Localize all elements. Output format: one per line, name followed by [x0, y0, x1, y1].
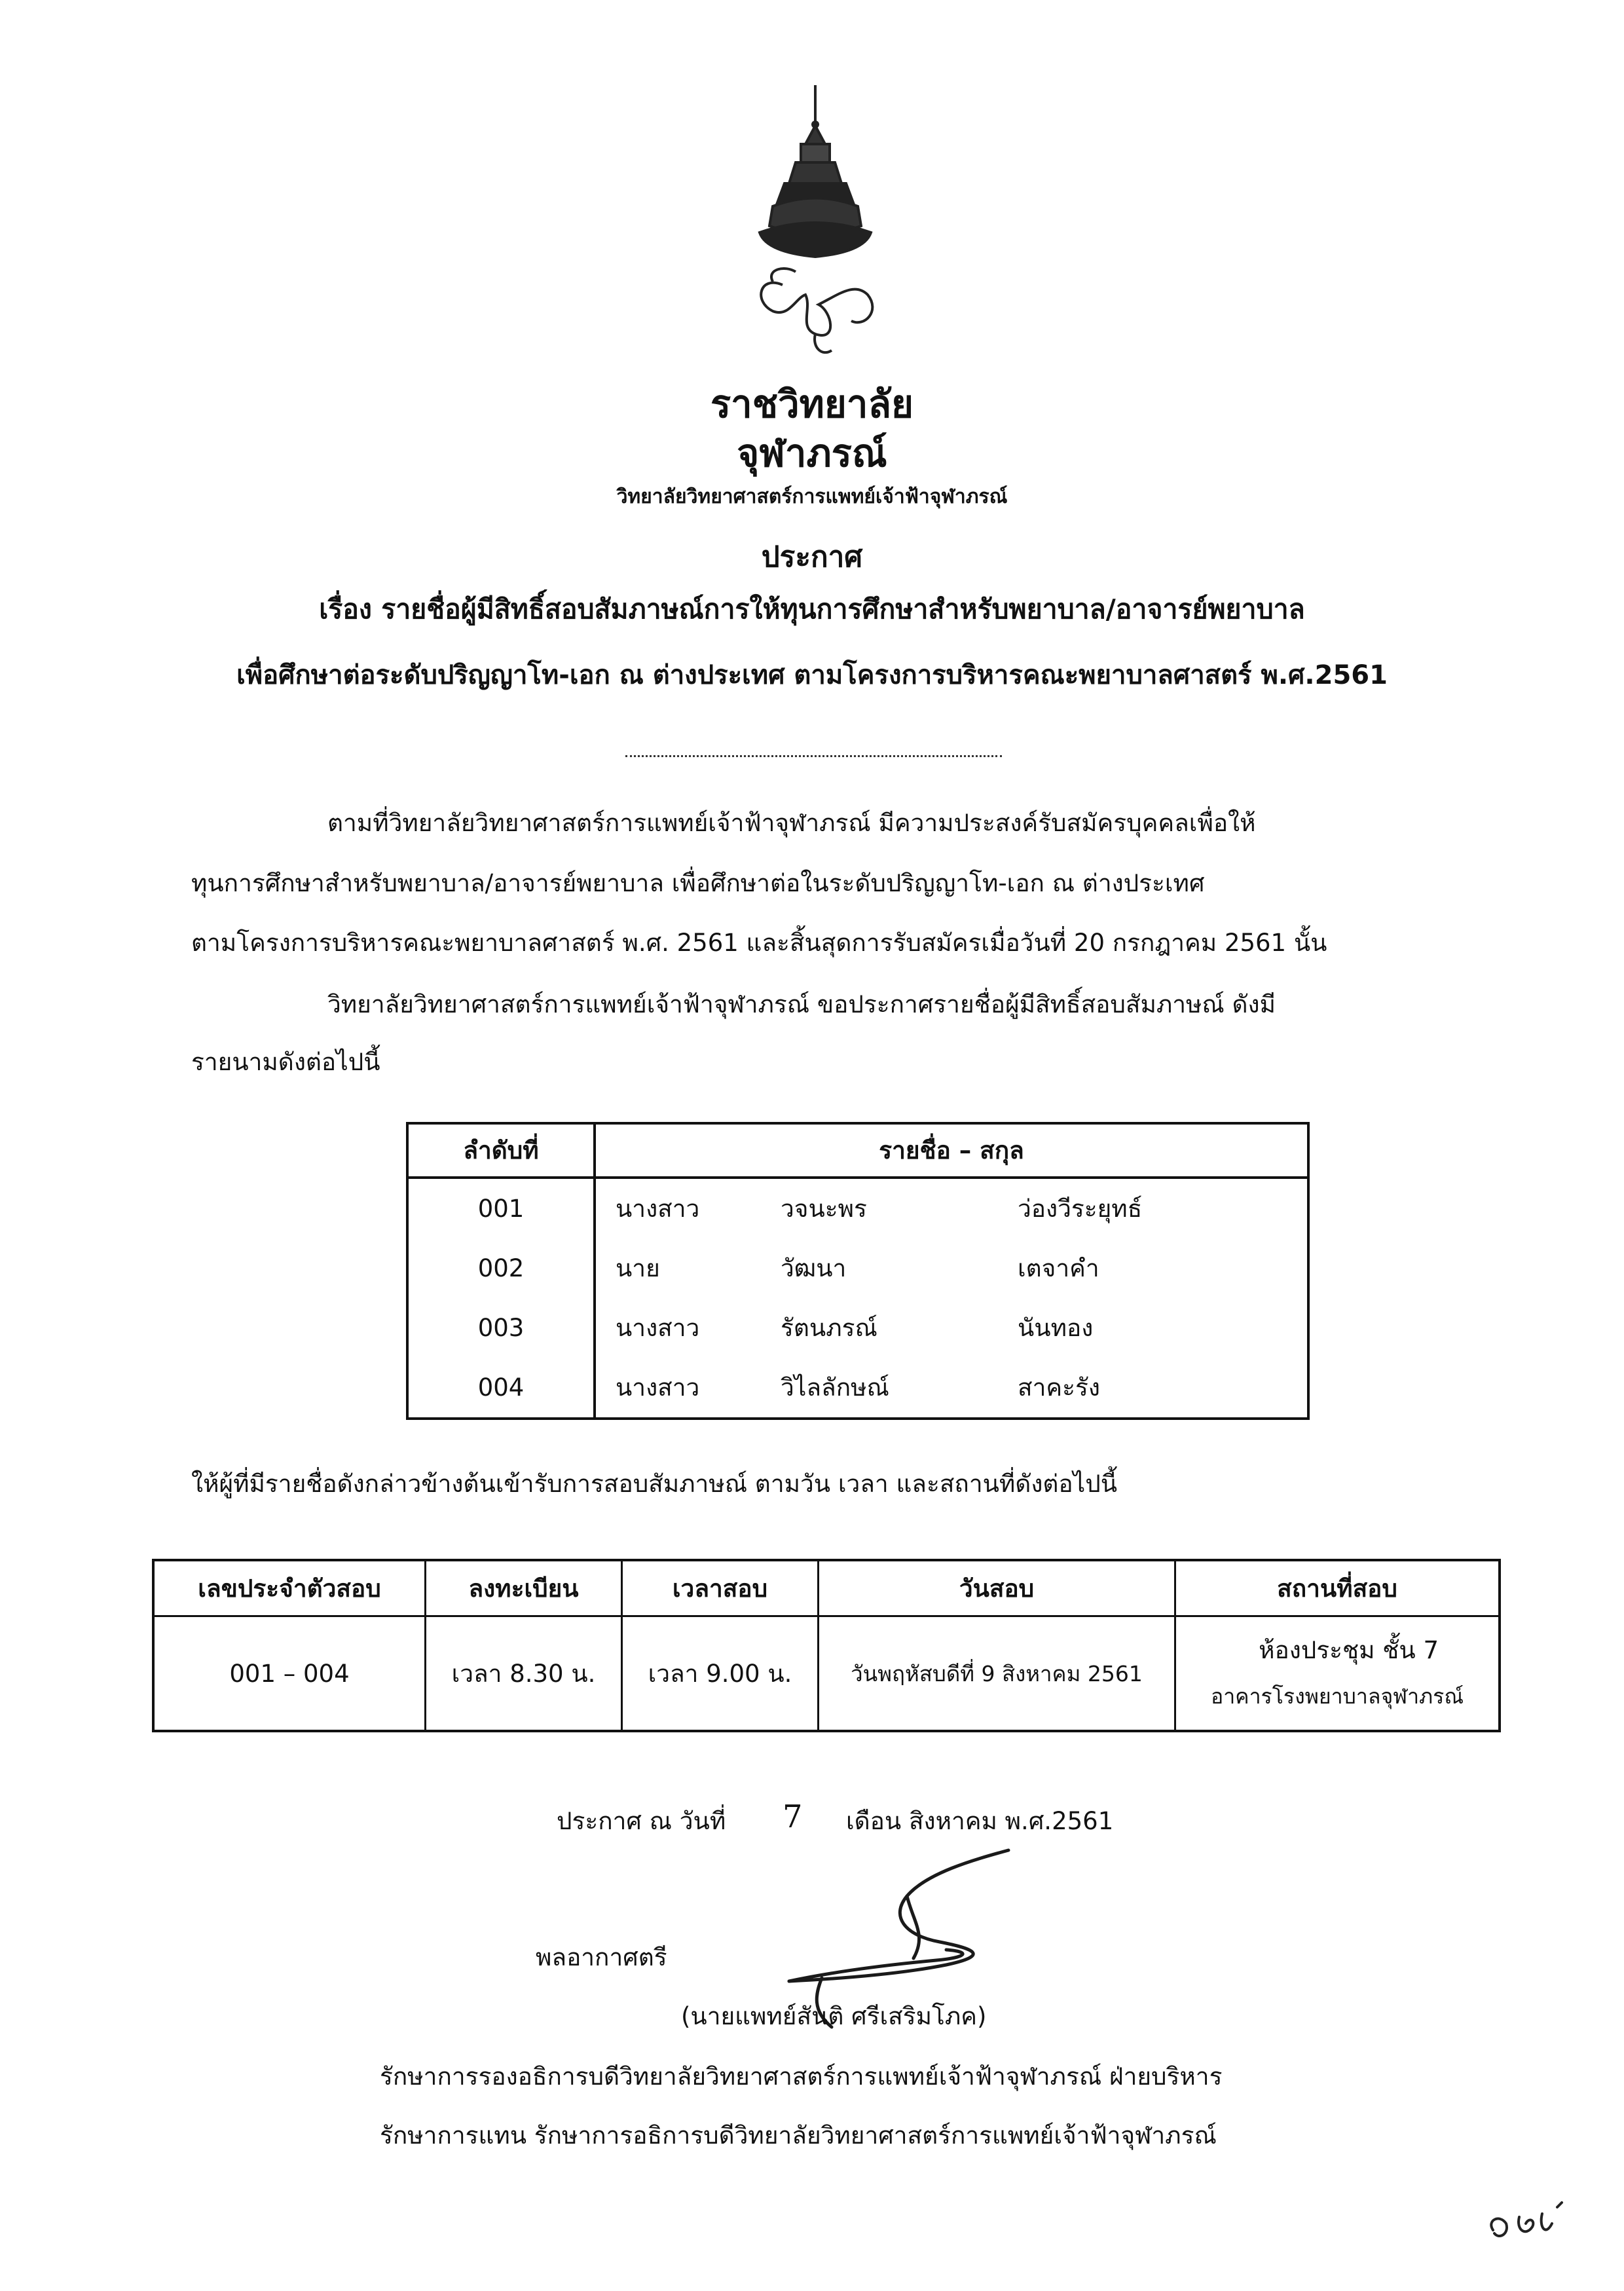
announcement-title: ประกาศ: [761, 540, 863, 574]
para1-line3: ตามโครงการบริหารคณะพยาบาลศาสตร์ พ.ศ. 2561 และสิ้นสุดการรับสมัครเมื่อวันที่ 20 กรกฎาคม 2561 นั้น: [191, 929, 1327, 957]
para2-line2: รายนามดังต่อไปนี้: [191, 1048, 380, 1076]
exam-schedule-table: [152, 1559, 1501, 1732]
column-header-name: รายชื่อ – สกุล: [595, 1123, 1308, 1178]
row-prefix: นางสาว: [616, 1373, 700, 1402]
column-header-venue: สถานที่สอบ: [1175, 1560, 1500, 1616]
row-last-name: เตจาคำ: [1018, 1254, 1099, 1282]
column-header-exam-date: วันสอบ: [819, 1560, 1175, 1616]
college-name: วิทยาลัยวิทยาศาสตร์การแพทย์เจ้าฟ้าจุฬาภรณ์: [616, 485, 1008, 508]
royal-emblem-icon: [733, 85, 897, 367]
table-header-row: [153, 1560, 1500, 1616]
exam-venue: [1175, 1616, 1500, 1732]
row-last-name: นันทอง: [1018, 1314, 1094, 1342]
para2-line1: วิทยาลัยวิทยาศาสตร์การแพทย์เจ้าฟ้าจุฬาภรณ์ ขอประกาศรายชื่อผู้มีสิทธิ์สอบสัมภาษณ์ ดังมี: [327, 990, 1276, 1018]
row-last-name: สาคะรัง: [1018, 1373, 1100, 1402]
column-header-exam-time: เวลาสอบ: [622, 1560, 819, 1616]
table-header-row: [407, 1123, 1308, 1178]
signer-rank: พลอากาศตรี: [536, 1943, 667, 1971]
signer-position1: รักษาการรองอธิการบดีวิทยาลัยวิทยาศาสตร์การแพทย์เจ้าฟ้าจุฬาภรณ์ ฝ่ายบริหาร: [380, 2062, 1223, 2091]
handwritten-page-mark-icon: [1480, 2197, 1578, 2250]
row-first-name: วจนะพร: [781, 1195, 867, 1223]
signer-name: (นายแพทย์สันติ ศรีเสริมโภค): [681, 2002, 987, 2030]
after-table-text: ให้ผู้ที่มีรายชื่อดังกล่าวข้างต้นเข้ารับการสอบสัมภาษณ์ ตามวัน เวลา และสถานที่ดังต่อไปนี้: [191, 1470, 1118, 1498]
table-row: [407, 1298, 1308, 1358]
subject-line2: เพื่อศึกษาต่อระดับปริญญาโท-เอก ณ ต่างประเทศ ตามโครงการบริหารคณะพยาบาลศาสตร์ พ.ศ.2561: [236, 660, 1388, 690]
venue-line2: อาคารโรงพยาบาลจุฬาภรณ์: [1210, 1684, 1464, 1709]
row-prefix: นาย: [616, 1254, 660, 1282]
date-suffix: เดือน สิงหาคม พ.ศ.2561: [846, 1807, 1114, 1835]
registration-time: เวลา 8.30 น.: [426, 1616, 622, 1732]
row-prefix: นางสาว: [616, 1195, 700, 1223]
table-row: [407, 1358, 1308, 1419]
row-no: 002: [407, 1239, 595, 1298]
date-prefix: ประกาศ ณ วันที่: [557, 1807, 726, 1835]
column-header-registration: ลงทะเบียน: [426, 1560, 622, 1616]
para1-line1: ตามที่วิทยาลัยวิทยาศาสตร์การแพทย์เจ้าฟ้าจุฬาภรณ์ มีความประสงค์รับสมัครบุคคลเพื่อให้: [327, 809, 1256, 837]
venue-line1: ห้องประชุม ชั้น 7: [1259, 1636, 1439, 1664]
table-row: [407, 1239, 1308, 1298]
row-first-name: วัฒนา: [781, 1254, 847, 1282]
column-header-exam-id: เลขประจำตัวสอบ: [153, 1560, 426, 1616]
exam-ids: 001 – 004: [153, 1616, 426, 1732]
table-row: [407, 1178, 1308, 1239]
row-first-name: รัตนภรณ์: [781, 1314, 877, 1342]
exam-time: เวลา 9.00 น.: [622, 1616, 819, 1732]
signer-position2: รักษาการแทน รักษาการอธิการบดีวิทยาลัยวิทยาศาสตร์การแพทย์เจ้าฟ้าจุฬาภรณ์: [380, 2121, 1217, 2150]
subject-line1: เรื่อง รายชื่อผู้มีสิทธิ์สอบสัมภาษณ์การให้ทุนการศึกษาสำหรับพยาบาล/อาจารย์พยาบาล: [319, 593, 1305, 625]
para1-line2: ทุนการศึกษาสำหรับพยาบาล/อาจารย์พยาบาล เพื่อศึกษาต่อในระดับปริญญาโท-เอก ณ ต่างประเทศ: [191, 869, 1205, 897]
table-row: [153, 1616, 1500, 1732]
date-day: 7: [783, 1798, 803, 1835]
org-name-line1: ราชวิทยาลัย: [710, 382, 913, 426]
exam-date: วันพฤหัสบดีที่ 9 สิงหาคม 2561: [819, 1616, 1175, 1732]
row-first-name: วิไลลักษณ์: [781, 1373, 889, 1402]
row-no: 001: [407, 1178, 595, 1239]
row-prefix: นางสาว: [616, 1314, 700, 1342]
row-last-name: ว่องวีระยุทธ์: [1018, 1195, 1143, 1223]
org-name-line2: จุฬาภรณ์: [737, 431, 887, 475]
candidates-table: [406, 1122, 1310, 1420]
dotted-divider: [625, 755, 1002, 757]
row-no: 004: [407, 1358, 595, 1419]
column-header-no: ลำดับที่: [407, 1123, 595, 1178]
row-no: 003: [407, 1298, 595, 1358]
